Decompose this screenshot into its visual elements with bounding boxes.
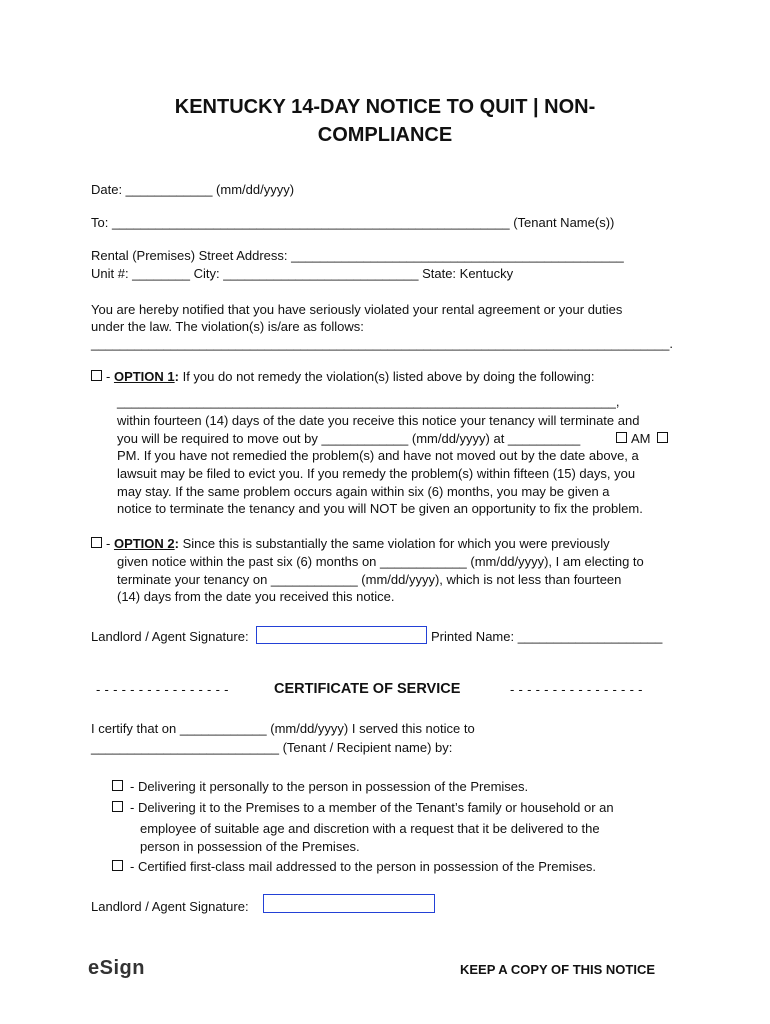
option-2-line-2: terminate your tenancy on ____________ (mm/dd/yyyy), which is not less than fourteen bbox=[117, 571, 622, 587]
document-title-line-1: KENTUCKY 14-DAY NOTICE TO QUIT | NON- bbox=[174, 96, 596, 118]
option-1-checkbox[interactable] bbox=[91, 370, 102, 381]
option-2-label: OPTION 2 bbox=[113, 536, 175, 551]
tenant-name-field[interactable]: To: _______________________________________________________ (Tenant Name(s)) bbox=[91, 215, 615, 230]
method-personal-label: - Delivering it personally to the person in possession of the Premises. bbox=[130, 779, 529, 794]
method-mail-label: - Certified first-class mail addressed to the person in possession of the Premises. bbox=[130, 859, 597, 874]
certify-line-2[interactable]: __________________________ (Tenant / Recipient name) by: bbox=[91, 740, 453, 755]
certificate-divider-right: - - - - - - - - - - - - - - - - bbox=[510, 682, 643, 697]
pm-checkbox[interactable] bbox=[657, 432, 668, 443]
option-1-line-6: notice to terminate the tenancy and you will NOT be given an opportunity to fix the problem. bbox=[117, 501, 643, 516]
method-premises-continued-2: person in possession of the Premises. bbox=[140, 839, 360, 854]
option-1-line-1: within fourteen (14) days of the date you receive this notice your tenancy will terminate and bbox=[117, 413, 640, 428]
option-1-label: OPTION 1 bbox=[113, 369, 175, 384]
option-1-line-4: lawsuit may be filed to evict you. If you remedy the problem(s) within fifteen (15) days, you bbox=[117, 466, 636, 481]
certificate-heading: CERTIFICATE OF SERVICE bbox=[274, 681, 461, 697]
method-personal-checkbox[interactable] bbox=[112, 780, 123, 791]
violation-blank-field[interactable]: ________________________________________________________________________________. bbox=[91, 336, 674, 351]
certificate-signature-label: Landlord / Agent Signature: bbox=[91, 899, 249, 914]
certificate-signature-field[interactable] bbox=[263, 894, 435, 913]
option-1-line-2: you will be required to move out by ____________ (mm/dd/yyyy) at __________ bbox=[117, 430, 581, 446]
esign-logo: eSign bbox=[88, 957, 145, 979]
document-title-line-2: COMPLIANCE bbox=[317, 124, 453, 146]
landlord-signature-label: Landlord / Agent Signature: bbox=[91, 629, 249, 644]
street-address-field[interactable]: Rental (Premises) Street Address: ______________________________________________ bbox=[91, 248, 624, 263]
option-2-line-1: given notice within the past six (6) months on ____________ (mm/dd/yyyy), I am electing to bbox=[117, 554, 644, 569]
method-mail-checkbox[interactable] bbox=[112, 860, 123, 871]
notice-intro-line-2: under the law. The violation(s) is/are as follows: bbox=[91, 319, 364, 334]
option-1-line-5: may stay. If the same problem occurs again within six (6) months, you may be given a bbox=[117, 483, 610, 499]
option-1-remedy-blank[interactable]: _____________________________________________________________________, bbox=[117, 394, 620, 409]
certify-line-1[interactable]: I certify that on ____________ (mm/dd/yyyy) I served this notice to bbox=[91, 721, 475, 736]
certificate-divider-left: - - - - - - - - - - - - - - - - bbox=[96, 682, 229, 697]
option-2-heading: - OPTION 2: Since this is substantially the same violation for which you were previously bbox=[106, 536, 610, 551]
option-2-line-3: (14) days from the date you received this notice. bbox=[117, 589, 395, 604]
method-premises-label: - Delivering it to the Premises to a member of the Tenant’s family or household or an bbox=[130, 800, 614, 815]
landlord-signature-field[interactable] bbox=[256, 626, 427, 644]
option-1-line-3: PM. If you have not remedied the problem(s) and have not moved out by the date above, a bbox=[117, 448, 639, 463]
method-premises-checkbox[interactable] bbox=[112, 801, 123, 812]
option-2-checkbox[interactable] bbox=[91, 537, 102, 548]
keep-copy-note: KEEP A COPY OF THIS NOTICE bbox=[460, 962, 656, 977]
am-label: AM bbox=[631, 431, 651, 446]
am-checkbox[interactable] bbox=[616, 432, 627, 443]
date-field[interactable]: Date: ____________ (mm/dd/yyyy) bbox=[91, 182, 295, 197]
notice-intro-line-1: You are hereby notified that you have seriously violated your rental agreement or your duties bbox=[91, 302, 623, 317]
option-1-heading: - OPTION 1: If you do not remedy the violation(s) listed above by doing the following: bbox=[106, 369, 595, 384]
unit-city-state-field[interactable]: Unit #: ________ City: ___________________________ State: Kentucky bbox=[91, 266, 514, 281]
method-premises-continued-1: employee of suitable age and discretion with a request that it be delivered to the bbox=[140, 821, 600, 836]
printed-name-field[interactable]: Printed Name: ____________________ bbox=[431, 629, 663, 644]
